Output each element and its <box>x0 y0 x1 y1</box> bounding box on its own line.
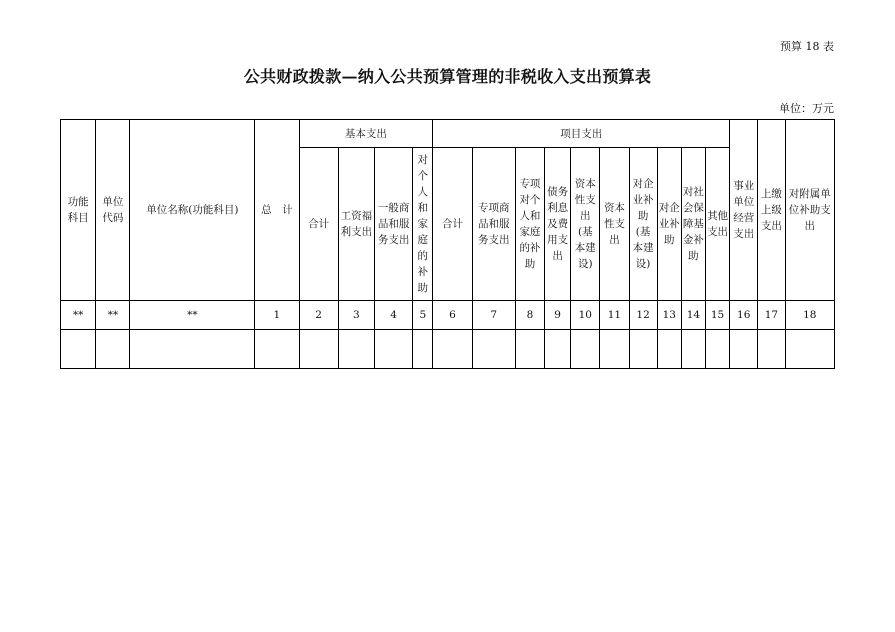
col-header-project-enterprise: 对企业补助 <box>657 148 681 301</box>
index-cell: ** <box>96 301 130 330</box>
col-header-unit-name: 单位名称(功能科目) <box>130 120 255 301</box>
index-row <box>61 301 835 330</box>
empty-cell <box>758 330 785 369</box>
empty-cell <box>472 330 515 369</box>
col-header-project-capital: 资本性支出 <box>600 148 629 301</box>
index-cell: 5 <box>413 301 433 330</box>
col-header-basic-goods: 一般商品和服务支出 <box>374 148 412 301</box>
index-cell: ** <box>130 301 255 330</box>
index-cell: 16 <box>730 301 758 330</box>
index-cell: 4 <box>374 301 412 330</box>
index-cell: 13 <box>657 301 681 330</box>
index-cell: 2 <box>299 301 338 330</box>
col-header-affiliated: 对附属单位补助支出 <box>785 120 835 301</box>
empty-cell <box>255 330 299 369</box>
empty-cell <box>61 330 96 369</box>
col-header-func-code: 功能科目 <box>61 120 96 301</box>
col-header-unit-code: 单位代码 <box>96 120 130 301</box>
empty-cell <box>629 330 657 369</box>
col-header-project-enterprise-basic: 对企业补助(基本建设) <box>629 148 657 301</box>
index-cell: ** <box>61 301 96 330</box>
empty-cell <box>657 330 681 369</box>
index-cell: 11 <box>600 301 629 330</box>
index-cell: 1 <box>255 301 299 330</box>
index-cell: 12 <box>629 301 657 330</box>
col-header-project-other: 其他支出 <box>705 148 729 301</box>
header-row-groups <box>61 120 835 148</box>
empty-cell <box>413 330 433 369</box>
index-cell: 3 <box>338 301 374 330</box>
col-header-basic-personal: 对个人和家庭的补助 <box>413 148 433 301</box>
col-header-project-social: 对社会保障基金补助 <box>681 148 705 301</box>
col-header-operation: 事业单位经营支出 <box>730 120 758 301</box>
empty-cell <box>681 330 705 369</box>
empty-cell <box>374 330 412 369</box>
col-header-project-subtotal: 合计 <box>433 148 472 301</box>
index-cell: 10 <box>571 301 600 330</box>
empty-cell <box>545 330 571 369</box>
empty-cell <box>338 330 374 369</box>
group-header-project: 项目支出 <box>433 120 730 148</box>
page-title: 公共财政拨款—纳入公共预算管理的非税收入支出预算表 <box>243 67 652 86</box>
col-header-project-goods: 专项商品和服务支出 <box>472 148 515 301</box>
index-cell: 9 <box>545 301 571 330</box>
empty-cell <box>299 330 338 369</box>
budget-table <box>60 119 835 369</box>
empty-cell <box>571 330 600 369</box>
group-header-basic: 基本支出 <box>299 120 433 148</box>
col-header-upper: 上缴上级支出 <box>758 120 785 301</box>
index-cell: 17 <box>758 301 785 330</box>
col-header-total: 总 计 <box>255 120 299 301</box>
col-header-project-capital-basic: 资本性支出(基本建设) <box>571 148 600 301</box>
col-header-basic-subtotal: 合计 <box>299 148 338 301</box>
empty-cell <box>130 330 255 369</box>
index-cell: 8 <box>515 301 544 330</box>
empty-cell <box>600 330 629 369</box>
unit-label: 单位：万元 <box>779 102 834 115</box>
index-cell: 14 <box>681 301 705 330</box>
index-cell: 6 <box>433 301 472 330</box>
empty-cell <box>515 330 544 369</box>
empty-cell <box>785 330 835 369</box>
empty-cell <box>96 330 130 369</box>
col-header-project-debt: 债务利息及费用支出 <box>545 148 571 301</box>
index-cell: 7 <box>472 301 515 330</box>
col-header-basic-wages: 工资福利支出 <box>338 148 374 301</box>
index-cell: 18 <box>785 301 835 330</box>
empty-cell <box>730 330 758 369</box>
index-cell: 15 <box>705 301 729 330</box>
empty-cell <box>705 330 729 369</box>
col-header-project-personal: 专项对个人和家庭的补助 <box>515 148 544 301</box>
empty-data-row <box>61 330 835 369</box>
empty-cell <box>433 330 472 369</box>
form-number: 预算 18 表 <box>780 40 834 53</box>
